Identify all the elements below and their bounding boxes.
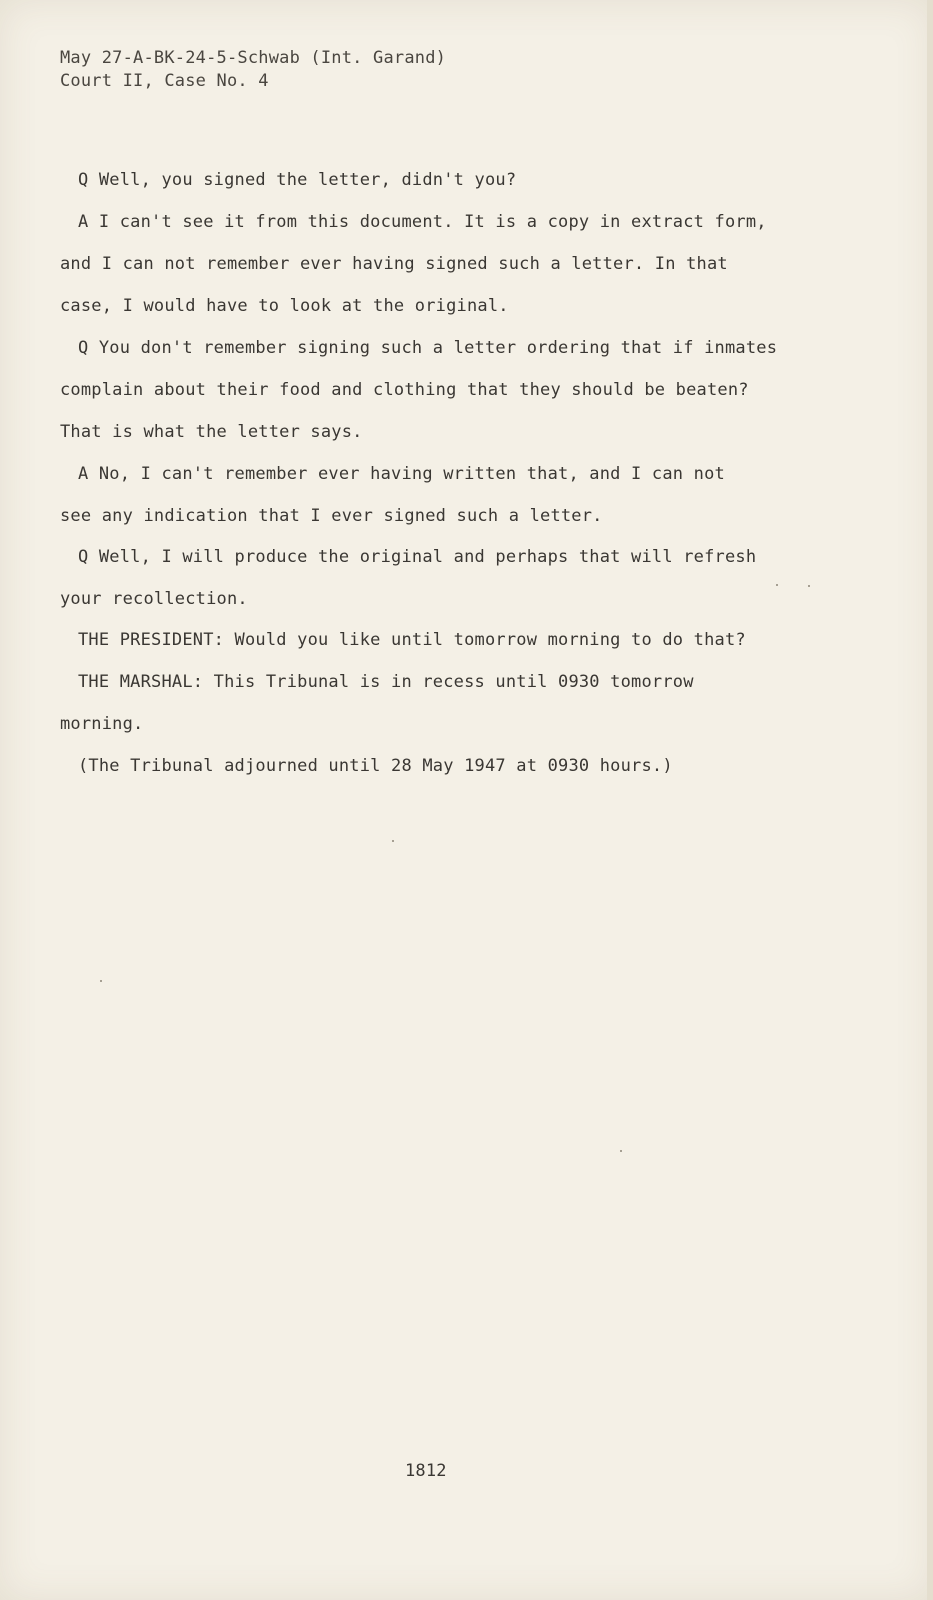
document-header — [60, 47, 446, 93]
transcript-line: Q You don't remember signing such a letter ordering that if inmates — [78, 338, 778, 358]
transcript-line: That is what the letter says. — [60, 422, 363, 442]
transcript-line: A I can't see it from this document. It is a copy in extract form, — [78, 212, 767, 232]
transcript-line: complain about their food and clothing that they should be beaten? — [60, 380, 749, 400]
page-number: 1812 — [405, 1461, 447, 1481]
paper-speck — [392, 840, 394, 842]
transcript-line: morning. — [60, 714, 144, 734]
transcript-line: and I can not remember ever having signed such a letter. In that — [60, 254, 728, 274]
transcript-line: A No, I can't remember ever having written that, and I can not — [78, 464, 725, 484]
transcript-line: Q Well, you signed the letter, didn't you? — [78, 170, 517, 190]
transcript-line: (The Tribunal adjourned until 28 May 1947 at 0930 hours.) — [78, 756, 673, 776]
transcript-line: your recollection. — [60, 589, 248, 609]
paper-speck — [776, 584, 778, 586]
transcript-line: THE MARSHAL: This Tribunal is in recess until 0930 tomorrow — [78, 672, 694, 692]
header-court-case-line: Court II, Case No. 4 — [60, 71, 269, 91]
transcript-line: Q Well, I will produce the original and perhaps that will refresh — [78, 547, 757, 567]
transcript-line: case, I would have to look at the original. — [60, 296, 509, 316]
transcript-line: THE PRESIDENT: Would you like until tomorrow morning to do that? — [78, 630, 746, 650]
header-reference-line: May 27-A-BK-24-5-Schwab (Int. Garand) — [60, 48, 447, 68]
paper-speck — [808, 585, 810, 587]
transcript-line: see any indication that I ever signed such a letter. — [60, 506, 603, 526]
paper-speck — [620, 1150, 622, 1152]
paper-speck — [100, 980, 102, 982]
